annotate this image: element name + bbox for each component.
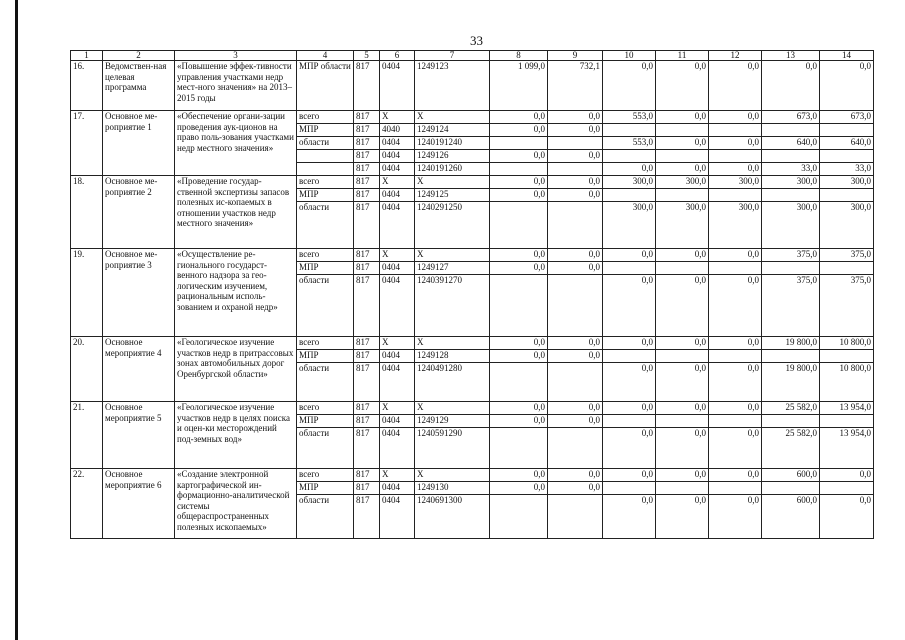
amount-cell: 0,0 [603, 469, 656, 482]
amount-cell: 0,0 [820, 495, 874, 539]
table-row [71, 337, 874, 350]
amount-cell: 732,1 [548, 61, 603, 111]
row-number: 20. [71, 337, 103, 402]
column-number: 2 [103, 51, 175, 61]
measure-name: «Осуществление ре-гионального государст-венного надзора за гео-логическим изучением, рациональным исполь-зованием и охраной недр» [175, 249, 297, 337]
amount-cell [603, 124, 656, 137]
executor-cell: области [297, 495, 354, 539]
measure-type: Основное мероприятие 4 [103, 337, 175, 402]
csr-cell: 1240591290 [415, 428, 490, 469]
amount-cell: 0,0 [656, 249, 709, 262]
amount-cell [490, 202, 548, 249]
grbs-cell: 817 [354, 137, 380, 150]
csr-cell: 1249128 [415, 350, 490, 363]
amount-cell: 19 800,0 [762, 363, 820, 402]
amount-cell: 0,0 [603, 337, 656, 350]
column-number: 8 [490, 51, 548, 61]
executor-cell: области [297, 202, 354, 249]
amount-cell: 553,0 [603, 137, 656, 150]
amount-cell: 1 099,0 [490, 61, 548, 111]
amount-cell [762, 482, 820, 495]
amount-cell: 640,0 [820, 137, 874, 150]
amount-cell: 0,0 [490, 469, 548, 482]
amount-cell: 0,0 [603, 249, 656, 262]
grbs-cell: 817 [354, 482, 380, 495]
measure-name: «Повышение эффек-тивности управления участками недр мест-ного значения» на 2013–2015 годы [175, 61, 297, 111]
amount-cell: 300,0 [656, 176, 709, 189]
rzpr-cell: X [380, 337, 415, 350]
measure-name: «Геологическое изучение участков недр в притрассовых зонах автомобильных дорог Оренбургской области» [175, 337, 297, 402]
amount-cell [490, 495, 548, 539]
executor-cell: области [297, 137, 354, 150]
amount-cell: 0,0 [548, 350, 603, 363]
amount-cell: 0,0 [548, 111, 603, 124]
amount-cell [762, 124, 820, 137]
column-number: 11 [656, 51, 709, 61]
amount-cell: 0,0 [656, 163, 709, 176]
column-number: 7 [415, 51, 490, 61]
amount-cell [762, 150, 820, 163]
amount-cell: 0,0 [548, 150, 603, 163]
executor-cell: всего [297, 111, 354, 124]
csr-cell: 1249124 [415, 124, 490, 137]
amount-cell: 600,0 [762, 495, 820, 539]
amount-cell: 375,0 [762, 249, 820, 262]
amount-cell: 0,0 [490, 415, 548, 428]
amount-cell [820, 415, 874, 428]
grbs-cell: 817 [354, 124, 380, 137]
amount-cell [656, 124, 709, 137]
amount-cell [656, 262, 709, 275]
executor-cell: области [297, 363, 354, 402]
grbs-cell: 817 [354, 163, 380, 176]
rzpr-cell: 0404 [380, 350, 415, 363]
amount-cell: 0,0 [656, 495, 709, 539]
amount-cell: 300,0 [656, 202, 709, 249]
measure-type: Основное ме-роприятие 2 [103, 176, 175, 249]
grbs-cell: 817 [354, 111, 380, 124]
amount-cell: 0,0 [656, 137, 709, 150]
amount-cell [548, 202, 603, 249]
amount-cell: 0,0 [490, 124, 548, 137]
amount-cell [656, 482, 709, 495]
executor-cell: всего [297, 469, 354, 482]
csr-cell: 1249130 [415, 482, 490, 495]
amount-cell [603, 415, 656, 428]
amount-cell: 0,0 [762, 61, 820, 111]
rzpr-cell: 0404 [380, 202, 415, 249]
amount-cell: 13 954,0 [820, 402, 874, 415]
grbs-cell: 817 [354, 249, 380, 262]
amount-cell [709, 262, 762, 275]
amount-cell: 0,0 [548, 337, 603, 350]
amount-cell: 0,0 [548, 189, 603, 202]
csr-cell: 1240191260 [415, 163, 490, 176]
amount-cell: 0,0 [709, 469, 762, 482]
amount-cell: 0,0 [709, 337, 762, 350]
rzpr-cell: 0404 [380, 189, 415, 202]
amount-cell: 375,0 [820, 275, 874, 337]
executor-cell: МПР [297, 482, 354, 495]
executor-cell: МПР [297, 124, 354, 137]
amount-cell: 0,0 [548, 469, 603, 482]
row-number: 17. [71, 111, 103, 176]
measure-type: Ведомствен-ная целевая программа [103, 61, 175, 111]
budget-table [70, 50, 874, 539]
amount-cell: 13 954,0 [820, 428, 874, 469]
amount-cell: 300,0 [709, 176, 762, 189]
amount-cell: 0,0 [709, 249, 762, 262]
executor-cell: всего [297, 402, 354, 415]
binding-margin-line [15, 0, 18, 640]
table-row [71, 176, 874, 189]
amount-cell: 0,0 [656, 61, 709, 111]
amount-cell: 300,0 [603, 202, 656, 249]
measure-name: «Обеспечение органи-зации проведения аук-ционов на право поль-зования участками недр местного значения» [175, 111, 297, 176]
amount-cell: 0,0 [709, 495, 762, 539]
amount-cell: 10 800,0 [820, 337, 874, 350]
amount-cell: 0,0 [603, 61, 656, 111]
amount-cell [709, 482, 762, 495]
amount-cell [762, 262, 820, 275]
measure-name: «Создание электронной картографической ин-формационно-аналитической системы общераспространенных полезных ископаемых» [175, 469, 297, 539]
amount-cell [820, 124, 874, 137]
executor-cell: области [297, 428, 354, 469]
grbs-cell: 817 [354, 61, 380, 111]
amount-cell: 0,0 [603, 495, 656, 539]
amount-cell [603, 482, 656, 495]
rzpr-cell: X [380, 176, 415, 189]
csr-cell: 1240691300 [415, 495, 490, 539]
amount-cell [490, 275, 548, 337]
grbs-cell: 817 [354, 275, 380, 337]
amount-cell: 0,0 [490, 402, 548, 415]
column-number: 5 [354, 51, 380, 61]
amount-cell: 0,0 [490, 176, 548, 189]
column-number: 10 [603, 51, 656, 61]
rzpr-cell: 0404 [380, 262, 415, 275]
amount-cell: 0,0 [490, 262, 548, 275]
executor-cell [297, 150, 354, 163]
amount-cell: 0,0 [656, 275, 709, 337]
amount-cell: 0,0 [709, 111, 762, 124]
amount-cell [656, 150, 709, 163]
column-number: 12 [709, 51, 762, 61]
amount-cell [548, 495, 603, 539]
measure-type: Основное ме-роприятие 3 [103, 249, 175, 337]
csr-cell: X [415, 176, 490, 189]
amount-cell: 300,0 [820, 176, 874, 189]
amount-cell: 0,0 [656, 111, 709, 124]
grbs-cell: 817 [354, 363, 380, 402]
column-number: 14 [820, 51, 874, 61]
amount-cell [603, 350, 656, 363]
csr-cell: 1240191240 [415, 137, 490, 150]
amount-cell [656, 415, 709, 428]
rzpr-cell: X [380, 111, 415, 124]
rzpr-cell: 0404 [380, 415, 415, 428]
amount-cell [762, 350, 820, 363]
csr-cell: X [415, 111, 490, 124]
grbs-cell: 817 [354, 469, 380, 482]
amount-cell: 0,0 [656, 337, 709, 350]
column-number: 13 [762, 51, 820, 61]
rzpr-cell: 0404 [380, 150, 415, 163]
amount-cell [709, 415, 762, 428]
amount-cell: 0,0 [603, 402, 656, 415]
amount-cell: 0,0 [656, 469, 709, 482]
amount-cell: 0,0 [490, 337, 548, 350]
csr-cell: 1249123 [415, 61, 490, 111]
amount-cell: 640,0 [762, 137, 820, 150]
amount-cell [820, 150, 874, 163]
amount-cell: 0,0 [548, 249, 603, 262]
table-row [71, 111, 874, 124]
amount-cell: 0,0 [709, 428, 762, 469]
executor-cell: МПР [297, 262, 354, 275]
amount-cell [603, 150, 656, 163]
amount-cell [548, 163, 603, 176]
amount-cell [548, 428, 603, 469]
amount-cell: 0,0 [603, 363, 656, 402]
amount-cell: 25 582,0 [762, 402, 820, 415]
table-row [71, 61, 874, 111]
amount-cell [709, 150, 762, 163]
amount-cell: 0,0 [656, 402, 709, 415]
grbs-cell: 817 [354, 402, 380, 415]
grbs-cell: 817 [354, 202, 380, 249]
row-number: 19. [71, 249, 103, 337]
amount-cell [548, 137, 603, 150]
amount-cell: 0,0 [490, 189, 548, 202]
amount-cell: 0,0 [490, 249, 548, 262]
row-number: 22. [71, 469, 103, 539]
amount-cell: 600,0 [762, 469, 820, 482]
row-number: 16. [71, 61, 103, 111]
grbs-cell: 817 [354, 176, 380, 189]
amount-cell: 673,0 [762, 111, 820, 124]
amount-cell: 0,0 [548, 176, 603, 189]
amount-cell: 0,0 [709, 363, 762, 402]
amount-cell: 300,0 [762, 176, 820, 189]
amount-cell [548, 363, 603, 402]
csr-cell: X [415, 337, 490, 350]
rzpr-cell: 4040 [380, 124, 415, 137]
executor-cell: области [297, 275, 354, 337]
table-row [71, 469, 874, 482]
rzpr-cell: 0404 [380, 495, 415, 539]
csr-cell: 1240491280 [415, 363, 490, 402]
amount-cell: 0,0 [490, 482, 548, 495]
measure-type: Основное мероприятие 5 [103, 402, 175, 469]
amount-cell [490, 163, 548, 176]
executor-cell: МПР [297, 189, 354, 202]
grbs-cell: 817 [354, 415, 380, 428]
amount-cell: 0,0 [820, 61, 874, 111]
amount-cell: 0,0 [603, 163, 656, 176]
grbs-cell: 817 [354, 350, 380, 363]
amount-cell: 300,0 [820, 202, 874, 249]
executor-cell: МПР области [297, 61, 354, 111]
measure-name: «Проведение государ-ственной экспертизы запасов полезных ис-копаемых в отношении участков недр местного значения» [175, 176, 297, 249]
csr-cell: 1240291250 [415, 202, 490, 249]
executor-cell: МПР [297, 350, 354, 363]
executor-cell [297, 163, 354, 176]
amount-cell: 0,0 [709, 275, 762, 337]
amount-cell: 0,0 [490, 150, 548, 163]
grbs-cell: 817 [354, 150, 380, 163]
amount-cell [490, 137, 548, 150]
rzpr-cell: X [380, 469, 415, 482]
amount-cell: 375,0 [762, 275, 820, 337]
amount-cell: 0,0 [548, 482, 603, 495]
grbs-cell: 817 [354, 495, 380, 539]
amount-cell: 300,0 [709, 202, 762, 249]
csr-cell: 1240391270 [415, 275, 490, 337]
amount-cell [656, 189, 709, 202]
page-number: 33 [470, 33, 483, 48]
executor-cell: МПР [297, 415, 354, 428]
row-number: 21. [71, 402, 103, 469]
csr-cell: X [415, 249, 490, 262]
column-number: 3 [175, 51, 297, 61]
table-row [71, 402, 874, 415]
amount-cell: 0,0 [709, 163, 762, 176]
csr-cell: X [415, 402, 490, 415]
grbs-cell: 817 [354, 262, 380, 275]
grbs-cell: 817 [354, 189, 380, 202]
amount-cell: 300,0 [762, 202, 820, 249]
amount-cell: 300,0 [603, 176, 656, 189]
amount-cell: 0,0 [709, 137, 762, 150]
rzpr-cell: 0404 [380, 137, 415, 150]
rzpr-cell: 0404 [380, 61, 415, 111]
rzpr-cell: 0404 [380, 482, 415, 495]
grbs-cell: 817 [354, 337, 380, 350]
amount-cell: 19 800,0 [762, 337, 820, 350]
amount-cell: 0,0 [548, 415, 603, 428]
amount-cell: 33,0 [762, 163, 820, 176]
amount-cell: 0,0 [656, 363, 709, 402]
amount-cell: 673,0 [820, 111, 874, 124]
amount-cell: 0,0 [548, 124, 603, 137]
column-number: 4 [297, 51, 354, 61]
csr-cell: X [415, 469, 490, 482]
amount-cell [762, 415, 820, 428]
measure-type: Основное мероприятие 6 [103, 469, 175, 539]
amount-cell [490, 428, 548, 469]
amount-cell: 0,0 [709, 61, 762, 111]
amount-cell: 0,0 [490, 350, 548, 363]
executor-cell: всего [297, 249, 354, 262]
table-row [71, 249, 874, 262]
amount-cell: 0,0 [820, 469, 874, 482]
amount-cell [603, 262, 656, 275]
amount-cell: 375,0 [820, 249, 874, 262]
amount-cell [603, 189, 656, 202]
rzpr-cell: X [380, 402, 415, 415]
amount-cell [820, 350, 874, 363]
amount-cell: 25 582,0 [762, 428, 820, 469]
rzpr-cell: 0404 [380, 163, 415, 176]
column-number: 1 [71, 51, 103, 61]
amount-cell [548, 275, 603, 337]
grbs-cell: 817 [354, 428, 380, 469]
csr-cell: 1249126 [415, 150, 490, 163]
amount-cell: 0,0 [548, 262, 603, 275]
csr-cell: 1249125 [415, 189, 490, 202]
amount-cell: 33,0 [820, 163, 874, 176]
amount-cell: 0,0 [603, 275, 656, 337]
amount-cell [820, 262, 874, 275]
row-number: 18. [71, 176, 103, 249]
amount-cell [490, 363, 548, 402]
amount-cell [762, 189, 820, 202]
csr-cell: 1249127 [415, 262, 490, 275]
executor-cell: всего [297, 176, 354, 189]
measure-type: Основное ме-роприятие 1 [103, 111, 175, 176]
rzpr-cell: 0404 [380, 363, 415, 402]
rzpr-cell: 0404 [380, 275, 415, 337]
amount-cell: 0,0 [603, 428, 656, 469]
executor-cell: всего [297, 337, 354, 350]
amount-cell [820, 482, 874, 495]
column-numbers-row [71, 51, 874, 61]
amount-cell: 0,0 [709, 402, 762, 415]
table-body [71, 51, 874, 539]
amount-cell [820, 189, 874, 202]
amount-cell: 0,0 [656, 428, 709, 469]
rzpr-cell: 0404 [380, 428, 415, 469]
column-number: 9 [548, 51, 603, 61]
rzpr-cell: X [380, 249, 415, 262]
amount-cell [709, 350, 762, 363]
amount-cell: 0,0 [490, 111, 548, 124]
amount-cell [709, 189, 762, 202]
amount-cell: 10 800,0 [820, 363, 874, 402]
amount-cell [709, 124, 762, 137]
amount-cell: 553,0 [603, 111, 656, 124]
amount-cell: 0,0 [548, 402, 603, 415]
amount-cell [656, 350, 709, 363]
column-number: 6 [380, 51, 415, 61]
csr-cell: 1249129 [415, 415, 490, 428]
measure-name: «Геологическое изучение участков недр в целях поиска и оцен-ки месторождений под-земных вод» [175, 402, 297, 469]
